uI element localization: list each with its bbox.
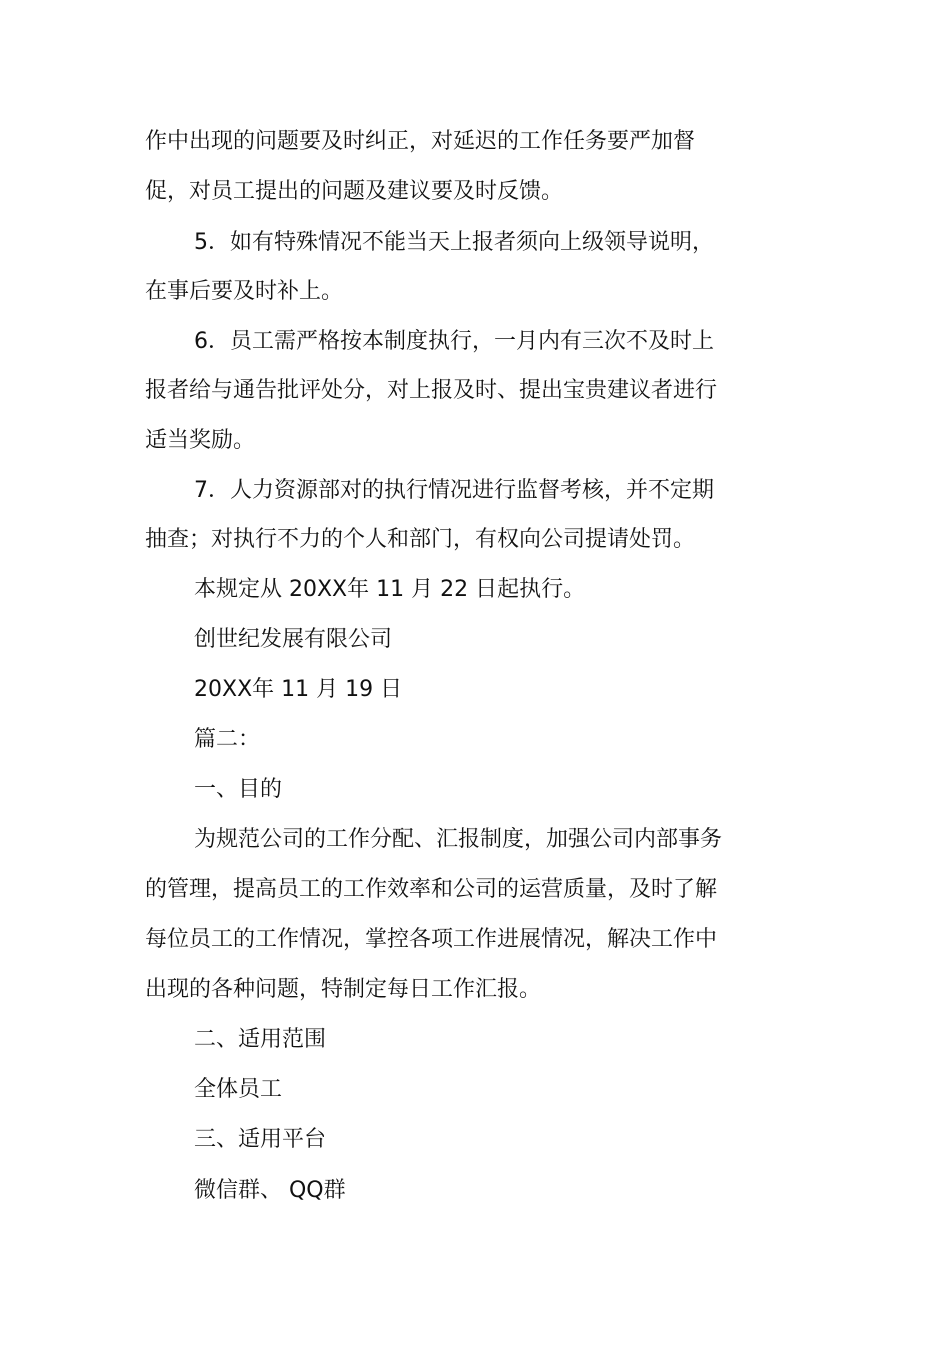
- section-heading: 三、适用平台: [194, 1127, 327, 1152]
- text-line: 全体员工: [194, 1077, 283, 1102]
- company-name: 创世纪发展有限公司: [194, 627, 393, 652]
- section-heading: 一、目的: [194, 777, 283, 802]
- text-line: 为规范公司的工作分配、汇报制度，加强公司内部事务: [194, 827, 723, 852]
- text-line: 微信群、 QQ群: [194, 1178, 346, 1203]
- text-line: 6．员工需严格按本制度执行，一月内有三次不及时上: [194, 329, 714, 354]
- text-line: 每位员工的工作情况，掌控各项工作进展情况，解决工作中: [145, 927, 718, 952]
- text-line: 抽查；对执行不力的个人和部门，有权向公司提请处罚。: [145, 527, 696, 552]
- text-line: 适当奖励。: [145, 428, 256, 453]
- text-line: 作中出现的问题要及时纠正，对延迟的工作任务要严加督: [145, 129, 696, 154]
- text-line: 报者给与通告批评处分，对上报及时、提出宝贵建议者进行: [145, 378, 718, 403]
- text-line: 7．人力资源部对的执行情况进行监督考核，并不定期: [194, 478, 714, 503]
- section-heading: 篇二：: [194, 727, 261, 752]
- text-line: 出现的各种问题，特制定每日工作汇报。: [145, 977, 542, 1002]
- effective-date-line: 本规定从 20XX年 11 月 22 日起执行。: [194, 577, 586, 602]
- text-line: 的管理，提高员工的工作效率和公司的运营质量，及时了解: [145, 877, 718, 902]
- signature-date: 20XX年 11 月 19 日: [194, 677, 403, 702]
- section-heading: 二、适用范围: [194, 1027, 327, 1052]
- text-line: 促，对员工提出的问题及建议要及时反馈。: [145, 179, 564, 204]
- text-line: 5．如有特殊情况不能当天上报者须向上级领导说明，: [194, 230, 714, 255]
- text-line: 在事后要及时补上。: [145, 279, 344, 304]
